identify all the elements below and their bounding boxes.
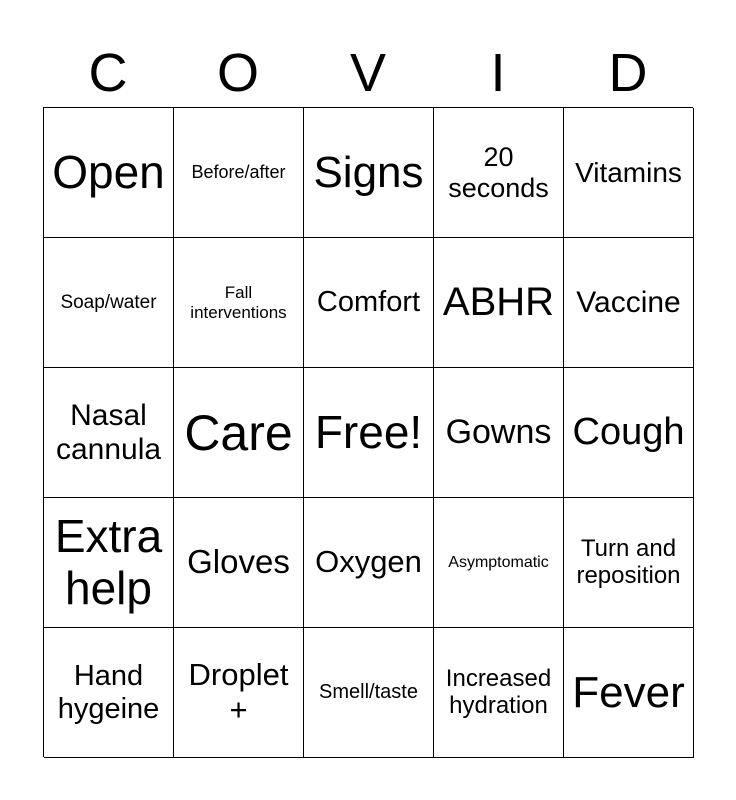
header-letter-c: C xyxy=(88,43,128,103)
bingo-cell-label: Gloves xyxy=(187,543,290,581)
bingo-cell-label: Open xyxy=(52,145,165,198)
bingo-cell-label: Soap/water xyxy=(60,291,157,313)
bingo-cell-label: Asymptomatic xyxy=(448,553,549,571)
bingo-cell[interactable] xyxy=(564,628,694,758)
bingo-cell[interactable] xyxy=(304,238,434,368)
bingo-cell-label: ABHR xyxy=(442,280,555,325)
bingo-cell[interactable] xyxy=(44,238,174,368)
bingo-cell[interactable] xyxy=(434,628,564,758)
bingo-cell-label: Comfort xyxy=(316,286,421,319)
header-letter-i: I xyxy=(490,43,506,103)
bingo-cell-label: Fall interventions xyxy=(190,283,287,322)
bingo-cell[interactable] xyxy=(564,368,694,498)
bingo-cell[interactable] xyxy=(174,108,304,238)
bingo-cell[interactable] xyxy=(434,498,564,628)
bingo-cell[interactable] xyxy=(304,628,434,758)
free-space-cell[interactable] xyxy=(304,368,434,498)
bingo-cell-label: Vitamins xyxy=(575,156,682,188)
bingo-cell[interactable] xyxy=(174,628,304,758)
bingo-cell[interactable] xyxy=(304,108,434,238)
bingo-board xyxy=(43,107,693,757)
bingo-cell-label: Signs xyxy=(313,147,424,197)
bingo-cell-label: Smell/taste xyxy=(319,681,418,704)
bingo-cell[interactable] xyxy=(174,368,304,498)
bingo-cell-label: Hand hygeine xyxy=(57,660,160,725)
bingo-cell[interactable] xyxy=(174,238,304,368)
bingo-cell-label: Vaccine xyxy=(576,285,681,319)
bingo-cell[interactable] xyxy=(564,108,694,238)
bingo-cell-label: Oxygen xyxy=(315,544,422,580)
bingo-cell[interactable] xyxy=(434,108,564,238)
bingo-cell[interactable] xyxy=(304,498,434,628)
bingo-cell-label: Free! xyxy=(314,405,423,458)
bingo-cell[interactable] xyxy=(44,498,174,628)
bingo-cell[interactable] xyxy=(44,628,174,758)
bingo-cell-label: 20 seconds xyxy=(448,142,549,203)
bingo-header xyxy=(43,40,693,106)
header-letter-v: V xyxy=(349,43,387,103)
bingo-cell[interactable] xyxy=(174,498,304,628)
bingo-cell-label: Extra help xyxy=(54,509,163,614)
bingo-cell[interactable] xyxy=(564,238,694,368)
bingo-cell-label: Increased hydration xyxy=(445,664,552,719)
bingo-cell[interactable] xyxy=(564,498,694,628)
bingo-cell[interactable] xyxy=(44,368,174,498)
bingo-cell-label: Care xyxy=(184,404,293,461)
bingo-cell[interactable] xyxy=(434,238,564,368)
bingo-cell-label: Gowns xyxy=(445,413,552,452)
bingo-cell-label: Fever xyxy=(572,667,685,717)
bingo-cell-label: Before/after xyxy=(191,162,286,183)
header-letter-o: O xyxy=(216,43,259,103)
bingo-cell[interactable] xyxy=(434,368,564,498)
bingo-cell-label: Cough xyxy=(572,411,685,454)
bingo-cell-label: Turn and reposition xyxy=(576,534,681,589)
header-letter-d: D xyxy=(608,43,648,103)
bingo-cell[interactable] xyxy=(44,108,174,238)
bingo-cell-label: Droplet + xyxy=(188,656,289,727)
bingo-cell-label: Nasal cannula xyxy=(55,398,162,466)
